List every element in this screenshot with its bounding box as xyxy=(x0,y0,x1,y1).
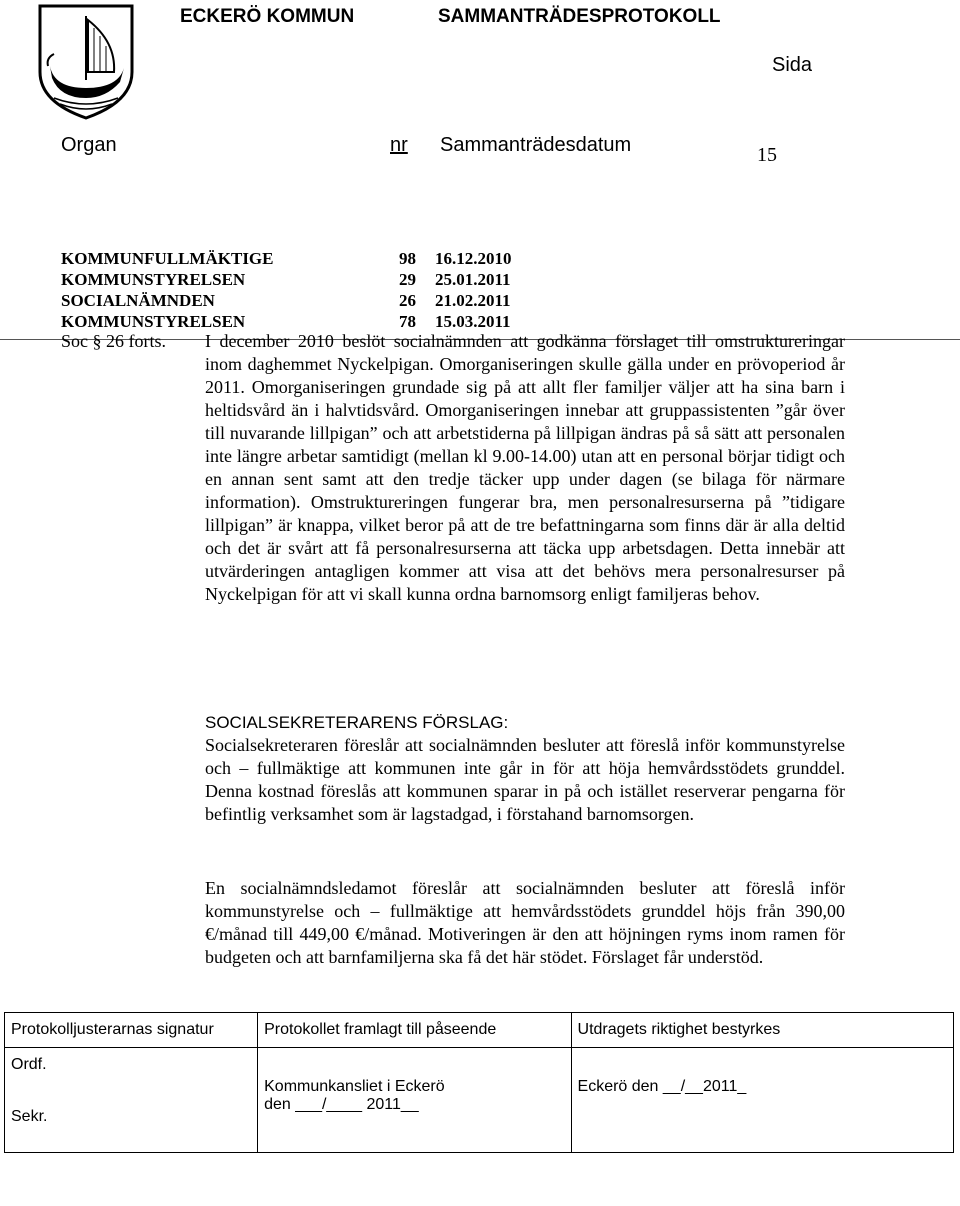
certification-date: Eckerö den __/__2011_ xyxy=(577,1078,747,1095)
proposal-block xyxy=(205,711,845,826)
meeting-date: 25.01.2011 xyxy=(435,270,511,289)
page-label: Sida xyxy=(772,54,813,76)
meeting-row xyxy=(61,248,535,269)
meeting-nr: 26 xyxy=(399,291,416,310)
proposal-text: Socialsekreteraren föreslår att socialnämnden besluter att föreslå inför kommunstyrelse och – fullmäktige att kommunen inte går in för att höja hemvårdsstödets grunddel. Denna kostnad föreslås att kommunen sparar in på och istället reserverar pengarna för befintlig verksamhet som är lagstadgad, i förstahand barnomsorgen. xyxy=(205,735,845,824)
municipal-logo xyxy=(36,2,136,122)
meeting-nr: 98 xyxy=(399,249,416,268)
meeting-nr: 29 xyxy=(399,270,416,289)
body-paragraph: En socialnämndsledamot föreslår att socialnämnden besluter att föreslå inför kommunstyrelse och – fullmäktige att hemvårdsstödets grunddel höjs från 390,00 €/månad till 449,00 €/månad. Motiveringen är den att höjningen ryms inom ramen för budgeten och att barnfamiljerna ska få det här stödet. Förslaget får understöd. xyxy=(205,878,845,967)
meeting-date-label: Sammanträdesdatum xyxy=(440,134,632,156)
certification-header: Utdragets riktighet bestyrkes xyxy=(571,1013,953,1048)
posting-cell xyxy=(258,1048,571,1153)
signature-table xyxy=(4,1012,954,1153)
meeting-organ: KOMMUNFULLMÄKTIGE xyxy=(61,249,274,268)
meeting-date: 16.12.2010 xyxy=(435,249,512,268)
meeting-row xyxy=(61,269,535,290)
meeting-organ: KOMMUNSTYRELSEN xyxy=(61,312,246,331)
meeting-row xyxy=(61,311,535,332)
organ-label: Organ xyxy=(61,134,117,156)
meeting-organ: KOMMUNSTYRELSEN xyxy=(61,270,246,289)
section-label: Soc § 26 forts. xyxy=(61,331,166,351)
meeting-row xyxy=(61,290,535,311)
posting-place: Kommunkansliet i Eckerö xyxy=(264,1078,445,1095)
signature-header: Protokolljusterarnas signatur xyxy=(5,1013,258,1048)
nr-label: nr xyxy=(390,134,408,156)
document-type: SAMMANTRÄDESPROTOKOLL xyxy=(438,6,721,27)
viking-ship-coat-of-arms-icon xyxy=(36,2,136,122)
posting-date: den ___/____ 2011__ xyxy=(264,1096,419,1113)
chair-label: Ordf. xyxy=(11,1056,47,1073)
posting-header: Protokollet framlagt till påseende xyxy=(258,1013,571,1048)
meeting-organ: SOCIALNÄMNDEN xyxy=(61,291,215,310)
municipality-name: ECKERÖ KOMMUN xyxy=(180,6,355,27)
secretary-label: Sekr. xyxy=(11,1108,48,1125)
signature-cell xyxy=(5,1048,258,1153)
body-paragraph: I december 2010 beslöt socialnämnden att godkänna förslaget till omstruktureringar inom daghemmet Nyckelpigan. Omorganiseringen skulle gälla under en prövoperiod år 2011. Omorganiseringen grundade sig på att allt fler familjer väljer att ha sina barn i heltidsvård än i halvtidsvård. Omorganiseringen innebar att gruppassistenten ”går över till nuvarande lillpigan” och att arbetstiderna på lillpigan ändras på så sätt att personalen inte längre arbetar samtidigt (mellan kl 9.00-14.00) utan att en personal börjar tidigt och en annan sent samt att den tredje täcker upp under dagen (se bilaga för närmare information). Omstruktureringen fungerar bra, men personalresurserna på ”tidigare lillpigan” är knappa, vilket beror på att de tre befattningarna som finns där är alla deltid och det är svårt att få personalresurserna att täcka upp arbetsdagen. Detta innebär att utvärderingen antagligen kommer att visa att det behövs mera personalresurser på Nyckelpigan för att vi skall kunna ordna barnomsorg enligt familjeras behov. xyxy=(205,331,845,604)
meeting-list xyxy=(61,248,535,332)
meeting-date: 21.02.2011 xyxy=(435,291,511,310)
proposal-heading: SOCIALSEKRETERARENS FÖRSLAG: xyxy=(205,713,509,732)
page-number: 15 xyxy=(757,144,777,166)
meeting-nr: 78 xyxy=(399,312,416,331)
meeting-date: 15.03.2011 xyxy=(435,312,511,331)
certification-cell xyxy=(571,1048,953,1153)
